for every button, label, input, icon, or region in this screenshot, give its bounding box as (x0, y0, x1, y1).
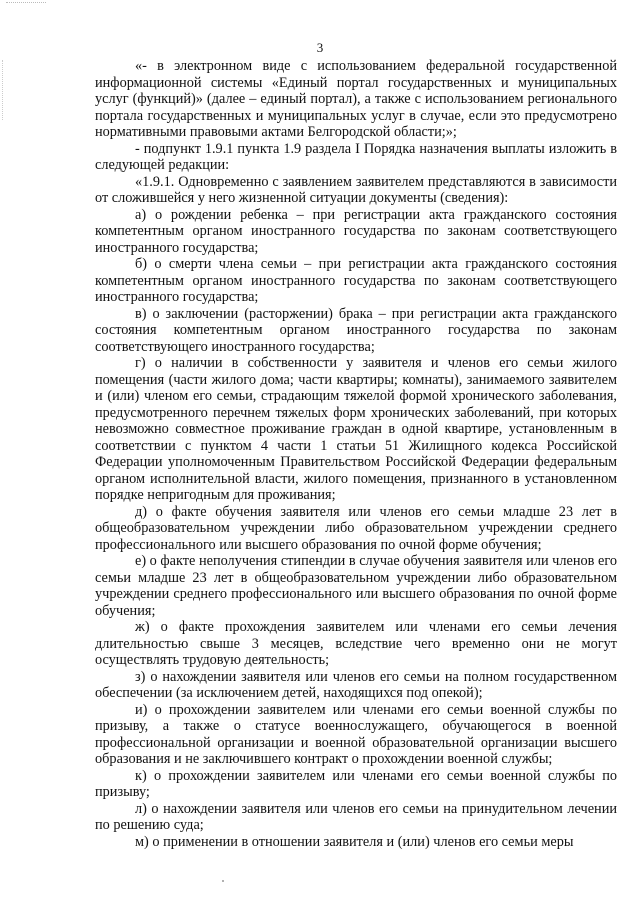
list-item-z: з) о нахождении заявителя или членов его семьи на полном государственном обеспечении (за исключением детей, находящихся под опекой); (95, 668, 617, 701)
list-item-zh: ж) о факте прохождения заявителем или членами его семьи лечения длительностью свыше 3 месяцев, вследствие чего временно они не могут осуществлять трудовую деятельность; (95, 619, 617, 668)
list-item-v: в) о заключении (расторжении) брака – при регистрации акта гражданского состояния компетентным органом иностранного государства по законам соответствующего иностранного государства; (95, 305, 617, 355)
list-item-d: д) о факте обучения заявителя или членов его семьи младше 23 лет в общеобразовательном учреждении либо образовательном учреждении среднего профессионального или высшего образования по очной форме обучения; (95, 503, 617, 553)
list-item-l: л) о нахождении заявителя или членов его семьи на принудительном лечении по решению суда; (95, 800, 617, 833)
scan-edge-mark (2, 60, 4, 120)
page-number: 3 (316, 40, 324, 55)
list-item-k: к) о прохождении заявителем или членами его семьи военной службы по призыву; (95, 767, 617, 800)
paragraph-subitem-instruction: - подпункт 1.9.1 пункта 1.9 раздела I Порядка назначения выплаты изложить в следующей редакции: (95, 140, 617, 173)
scan-corner-mark (6, 2, 46, 4)
list-item-b: б) о смерти члена семьи – при регистрации акта гражданского состояния компетентным органом иностранного государства по законам соответствующего иностранного государства; (95, 256, 617, 305)
list-item-e: е) о факте неполучения стипендии в случае обучения заявителя или членов его семьи младше 23 лет в общеобразовательном учреждении либо образовательном учреждении среднего профессионального или высшего образования по очной форме обучения; (95, 553, 617, 619)
scan-dot-mark (222, 880, 224, 882)
paragraph-electronic-portal: «- в электронном виде с использованием федеральной государственной информационной системы «Единый портал государственных и муниципальных услуг (функций)» (далее – единый портал), а также с использованием регионального портала государственных и муниципальных услуг в случае, если это предусмотрено нормативными правовыми актами Белгородской области;»; (95, 58, 617, 140)
list-item-i: и) о прохождении заявителем или членами его семьи военной службы по призыву, а также о статусе военнослужащего, обучающегося в военной профессиональной организации и военной образовательной организации высшего образования и не заключившего контракт о прохождении военной службы; (95, 701, 617, 767)
list-item-m: м) о применении в отношении заявителя и (или) членов его семьи меры (135, 833, 574, 850)
list-item-a: а) о рождении ребенка – при регистрации акта гражданского состояния компетентным органом иностранного государства по законам соответствующего иностранного государства; (95, 206, 617, 256)
document-body (95, 58, 617, 850)
paragraph-1-9-1: «1.9.1. Одновременно с заявлением заявителем представляются в зависимости от сложившейся у него жизненной ситуации документы (сведения): (95, 173, 617, 206)
list-item-g: г) о наличии в собственности у заявителя и членов его семьи жилого помещения (части жилого дома; части квартиры; комнаты), занимаемого заявителем и (или) членом его семьи, страдающим тяжелой формой хронического заболевания, предусмотренного перечнем тяжелых форм хронических заболеваний, при которых невозможно совместное проживание граждан в одной квартире, установленным в соответствии с пунктом 4 части 1 статьи 51 Жилищного кодекса Российской Федерации уполномоченным Правительством Российской Федерации федеральным органом исполнительной власти, жилого помещения, признанного в установленном порядке непригодным для проживания; (95, 355, 617, 503)
